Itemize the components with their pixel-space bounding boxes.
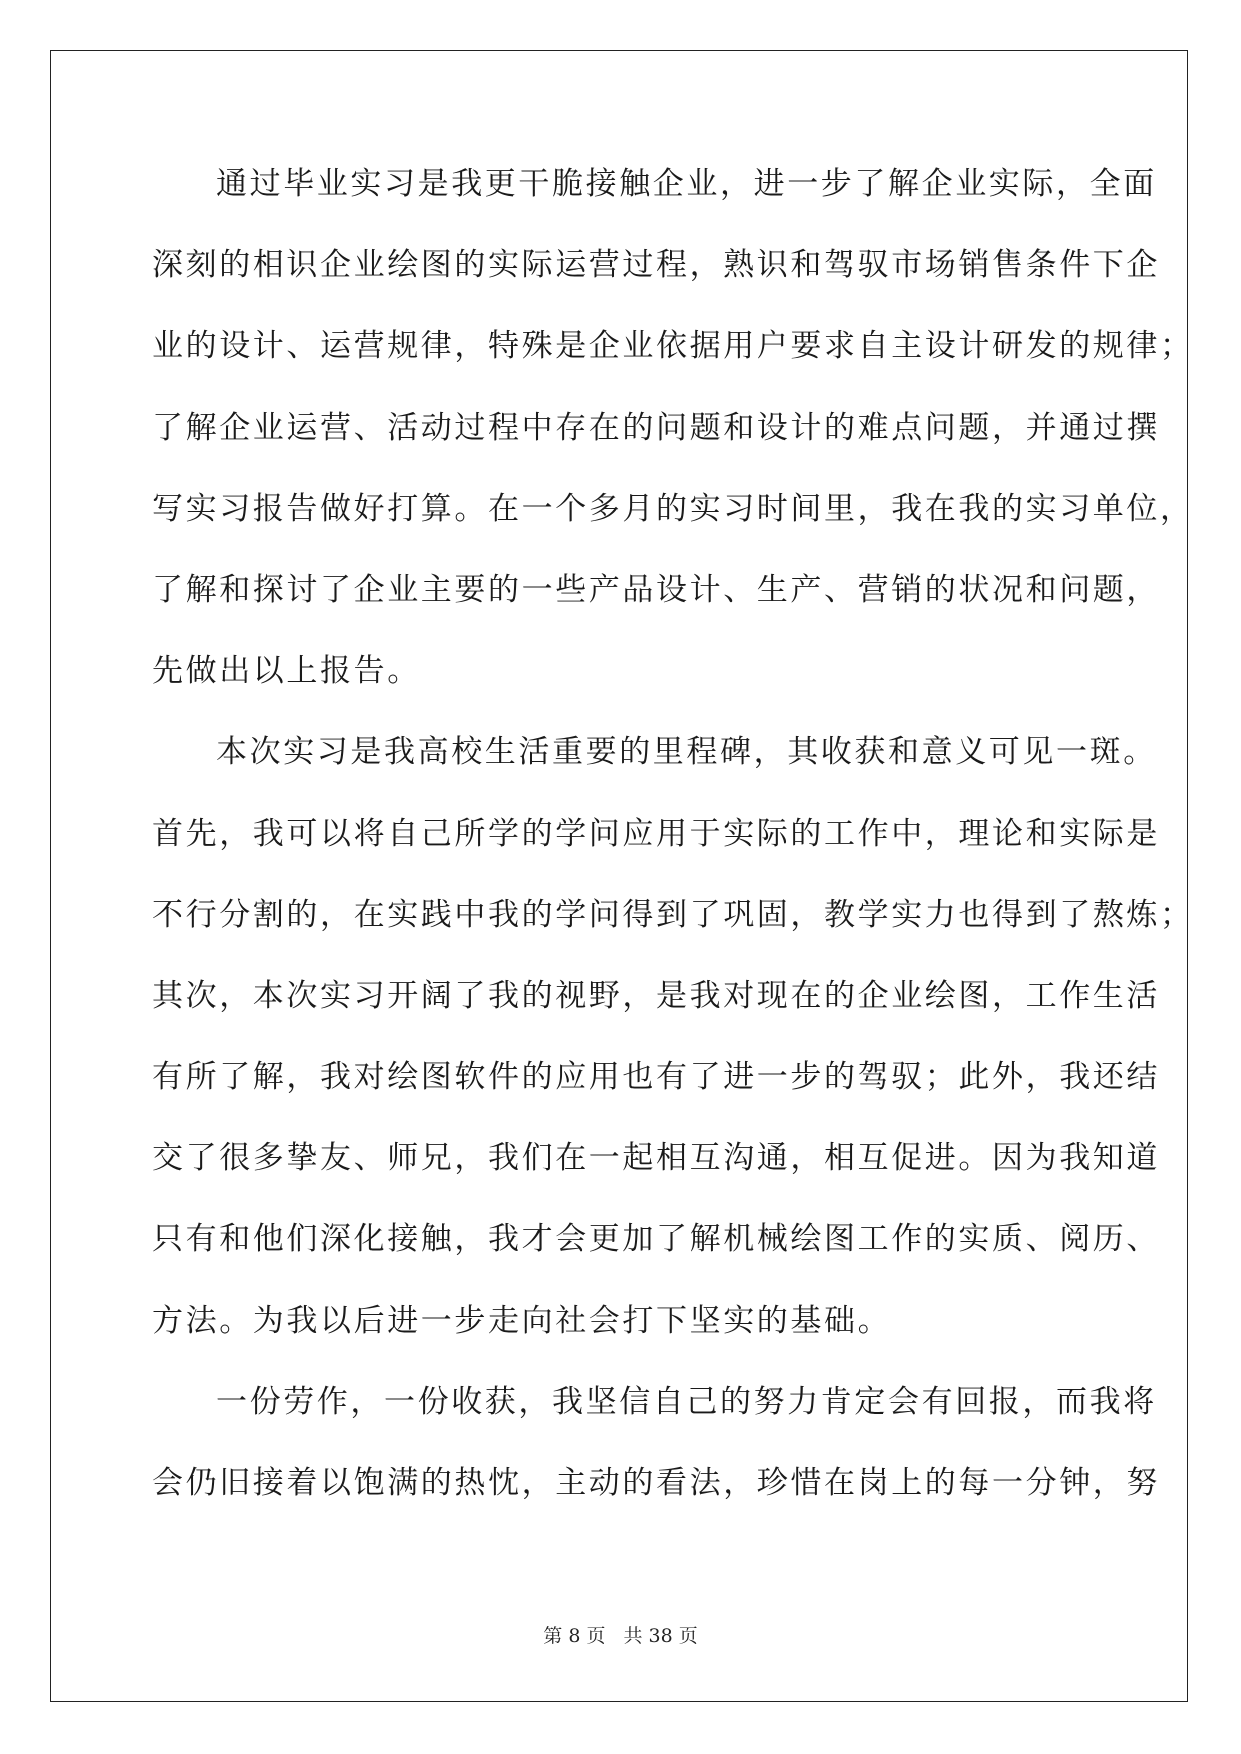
text-line: 会仍旧接着以饱满的热忱，主动的看法，珍惜在岗上的每一分钟，努: [152, 1465, 1160, 1501]
text-line: 深刻的相识企业绘图的实际运营过程，熟识和驾驭市场销售条件下企: [152, 247, 1160, 284]
paragraph-2: [152, 724, 1194, 1374]
text-line: 不行分割的，在实践中我的学问得到了巩固，教学实力也得到了熬炼；: [152, 896, 1194, 933]
document-body: [152, 156, 1194, 1536]
text-line: 方法。为我以后进一步走向社会打下坚实的基础。: [152, 1302, 892, 1339]
paragraph-1: [152, 156, 1194, 724]
text-line: 一份劳作，一份收获，我坚信自己的努力肯定会有回报，而我将: [216, 1383, 1157, 1420]
page-number: 第 8 页: [543, 1625, 606, 1647]
text-line: 了解和探讨了企业主要的一些产品设计、生产、营销的状况和问题，: [152, 571, 1160, 608]
text-line: 其次，本次实习开阔了我的视野，是我对现在的企业绘图，工作生活: [152, 977, 1160, 1014]
text-line: 只有和他们深化接触，我才会更加了解机械绘图工作的实质、阅历、: [152, 1221, 1160, 1258]
text-line: 有所了解，我对绘图软件的应用也有了进一步的驾驭；此外，我还结: [152, 1059, 1160, 1096]
text-line: 业的设计、运营规律，特殊是企业依据用户要求自主设计研发的规律；: [152, 328, 1194, 365]
page-footer: [0, 1624, 1241, 1648]
text-line: 首先，我可以将自己所学的学问应用于实际的工作中，理论和实际是: [152, 815, 1160, 852]
text-line: 写实习报告做好打算。在一个多月的实习时间里，我在我的实习单位，: [152, 490, 1194, 527]
paragraph-3: [152, 1374, 1160, 1536]
total-pages: 共 38 页: [623, 1625, 698, 1647]
text-line: 先做出以上报告。: [152, 653, 421, 690]
text-line: 通过毕业实习是我更干脆接触企业，进一步了解企业实际，全面: [216, 166, 1157, 202]
text-line: 了解企业运营、活动过程中存在的问题和设计的难点问题，并通过撰: [152, 409, 1160, 446]
text-line: 交了很多挚友、师兄，我们在一起相互沟通，相互促进。因为我知道: [152, 1140, 1160, 1177]
text-line: 本次实习是我高校生活重要的里程碑，其收获和意义可见一斑。: [216, 734, 1157, 771]
